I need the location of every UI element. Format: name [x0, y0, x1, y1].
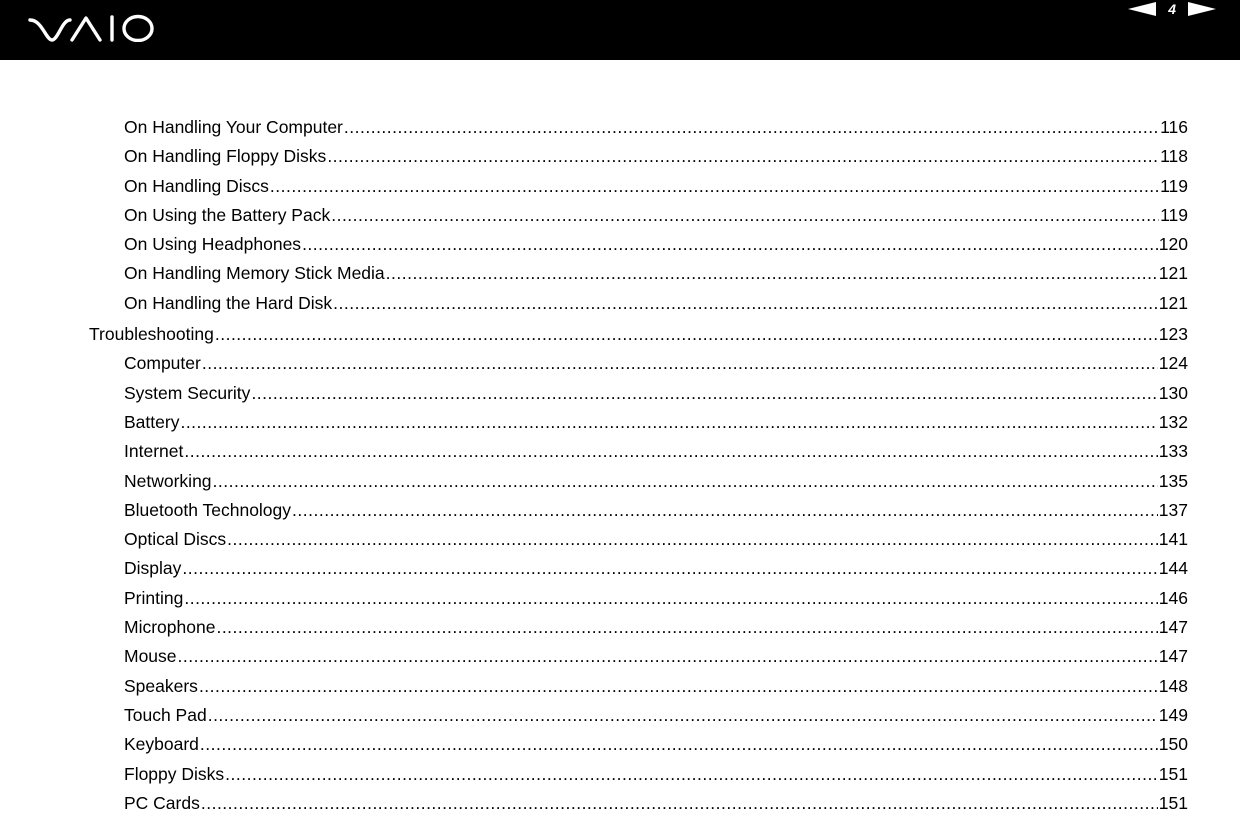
- toc-leader-dots: [200, 730, 1158, 759]
- toc-entry-title[interactable]: On Using Headphones: [124, 234, 302, 255]
- toc-entry-page[interactable]: 151: [1158, 792, 1188, 813]
- toc-entry-page[interactable]: 149: [1158, 704, 1188, 725]
- toc-entry[interactable]: [0, 701, 1240, 730]
- toc-entry-title[interactable]: On Handling Your Computer: [124, 117, 343, 137]
- toc-entry-page[interactable]: 141: [1158, 529, 1188, 550]
- toc-entry-page[interactable]: 151: [1158, 763, 1188, 784]
- toc-leader-dots: [344, 113, 1159, 142]
- toc-entry[interactable]: [0, 142, 1240, 171]
- toc-entry-page[interactable]: 119: [1160, 175, 1188, 196]
- toc-entry[interactable]: [0, 113, 1240, 142]
- toc-entry-title[interactable]: On Handling Memory Stick Media: [124, 263, 385, 284]
- toc-leader-dots: [327, 142, 1159, 171]
- toc-entry-title[interactable]: Floppy Disks: [124, 763, 225, 784]
- toc-entry[interactable]: [0, 172, 1240, 201]
- toc-entry[interactable]: [0, 672, 1240, 701]
- toc-entry[interactable]: [0, 613, 1240, 642]
- toc-entry-page[interactable]: 121: [1158, 292, 1188, 313]
- toc-entry[interactable]: [0, 259, 1240, 288]
- toc-entry-title[interactable]: Computer: [124, 353, 201, 374]
- toc-entry-title[interactable]: Speakers: [124, 675, 198, 696]
- toc-entry-title[interactable]: Display: [124, 558, 182, 579]
- toc-entry-page[interactable]: 121: [1158, 263, 1188, 284]
- header-bar: [0, 0, 1240, 60]
- toc-entry-title[interactable]: On Handling Discs: [124, 175, 269, 196]
- toc-entry-title[interactable]: PC Cards: [124, 792, 200, 813]
- toc-leader-dots: [202, 349, 1158, 378]
- toc-entry[interactable]: [0, 320, 1240, 349]
- toc-entry[interactable]: [0, 379, 1240, 408]
- toc-entry[interactable]: [0, 467, 1240, 496]
- toc-entry-title[interactable]: Touch Pad: [124, 704, 207, 725]
- toc-entry[interactable]: [0, 201, 1240, 230]
- toc-entry-title[interactable]: On Using the Battery Pack: [124, 204, 331, 225]
- toc-leader-dots: [184, 437, 1157, 466]
- toc-entry-title[interactable]: Keyboard: [124, 734, 199, 755]
- toc-entry-page[interactable]: 147: [1158, 646, 1188, 667]
- right-arrow-icon[interactable]: [1188, 2, 1216, 16]
- toc-entry[interactable]: [0, 554, 1240, 583]
- toc-leader-dots: [201, 789, 1158, 818]
- toc-entry[interactable]: [0, 496, 1240, 525]
- toc-entry-page[interactable]: 123: [1158, 324, 1188, 345]
- toc-leader-dots: [178, 642, 1158, 671]
- toc-entry[interactable]: [0, 525, 1240, 554]
- toc-entry-page[interactable]: 120: [1158, 234, 1188, 255]
- toc-entry[interactable]: [0, 730, 1240, 759]
- toc-entry-page[interactable]: 130: [1158, 382, 1188, 403]
- toc-entry-title[interactable]: Battery: [124, 411, 180, 432]
- toc-leader-dots: [216, 613, 1157, 642]
- toc-entry-page[interactable]: 147: [1158, 617, 1188, 638]
- toc-entry[interactable]: [0, 408, 1240, 437]
- toc-entry-page[interactable]: 135: [1158, 470, 1188, 491]
- table-of-contents: [0, 113, 1240, 818]
- vaio-logo: [28, 12, 158, 42]
- toc-entry[interactable]: [0, 789, 1240, 818]
- toc-entry-page[interactable]: 150: [1158, 734, 1188, 755]
- toc-leader-dots: [386, 259, 1158, 288]
- toc-leader-dots: [199, 672, 1158, 701]
- toc-entry[interactable]: [0, 584, 1240, 613]
- toc-entry-page[interactable]: 137: [1158, 499, 1188, 520]
- toc-leader-dots: [270, 172, 1159, 201]
- toc-entry[interactable]: [0, 437, 1240, 466]
- toc-entry-page[interactable]: 116: [1160, 117, 1188, 137]
- toc-entry-title[interactable]: Networking: [124, 470, 212, 491]
- toc-entry-page[interactable]: 133: [1158, 441, 1188, 462]
- toc-entry-title[interactable]: Optical Discs: [124, 529, 227, 550]
- page-number: 4: [1168, 1, 1176, 17]
- page-navigation: [1128, 0, 1216, 18]
- toc-entry-title[interactable]: On Handling Floppy Disks: [124, 146, 327, 167]
- toc-entry-page[interactable]: 132: [1158, 411, 1188, 432]
- toc-leader-dots: [215, 320, 1158, 349]
- toc-leader-dots: [225, 760, 1158, 789]
- toc-entry-page[interactable]: 119: [1160, 204, 1188, 225]
- toc-entry-page[interactable]: 148: [1158, 675, 1188, 696]
- toc-entry-title[interactable]: Internet: [124, 441, 184, 462]
- toc-entry[interactable]: [0, 642, 1240, 671]
- toc-entry-title[interactable]: Mouse: [124, 646, 177, 667]
- toc-leader-dots: [208, 701, 1158, 730]
- toc-entry-page[interactable]: 118: [1160, 146, 1188, 167]
- toc-leader-dots: [213, 467, 1158, 496]
- toc-leader-dots: [182, 554, 1157, 583]
- toc-entry-title[interactable]: System Security: [124, 382, 251, 403]
- toc-entry-page[interactable]: 144: [1158, 558, 1188, 579]
- left-arrow-icon[interactable]: [1128, 2, 1156, 16]
- toc-leader-dots: [180, 408, 1157, 437]
- toc-leader-dots: [251, 379, 1157, 408]
- toc-leader-dots: [331, 201, 1159, 230]
- toc-entry[interactable]: [0, 289, 1240, 318]
- toc-entry-title[interactable]: Troubleshooting: [89, 324, 214, 345]
- toc-entry[interactable]: [0, 349, 1240, 378]
- toc-entry-title[interactable]: Printing: [124, 587, 184, 608]
- toc-entry[interactable]: [0, 760, 1240, 789]
- toc-leader-dots: [333, 289, 1158, 318]
- toc-leader-dots: [227, 525, 1158, 554]
- toc-entry[interactable]: [0, 230, 1240, 259]
- toc-entry-page[interactable]: 124: [1158, 353, 1188, 374]
- toc-entry-title[interactable]: Bluetooth Technology: [124, 499, 292, 520]
- toc-entry-title[interactable]: On Handling the Hard Disk: [124, 292, 333, 313]
- toc-leader-dots: [292, 496, 1158, 525]
- toc-leader-dots: [184, 584, 1157, 613]
- toc-entry-page[interactable]: 146: [1158, 587, 1188, 608]
- toc-leader-dots: [302, 230, 1158, 259]
- toc-entry-title[interactable]: Microphone: [124, 617, 216, 638]
